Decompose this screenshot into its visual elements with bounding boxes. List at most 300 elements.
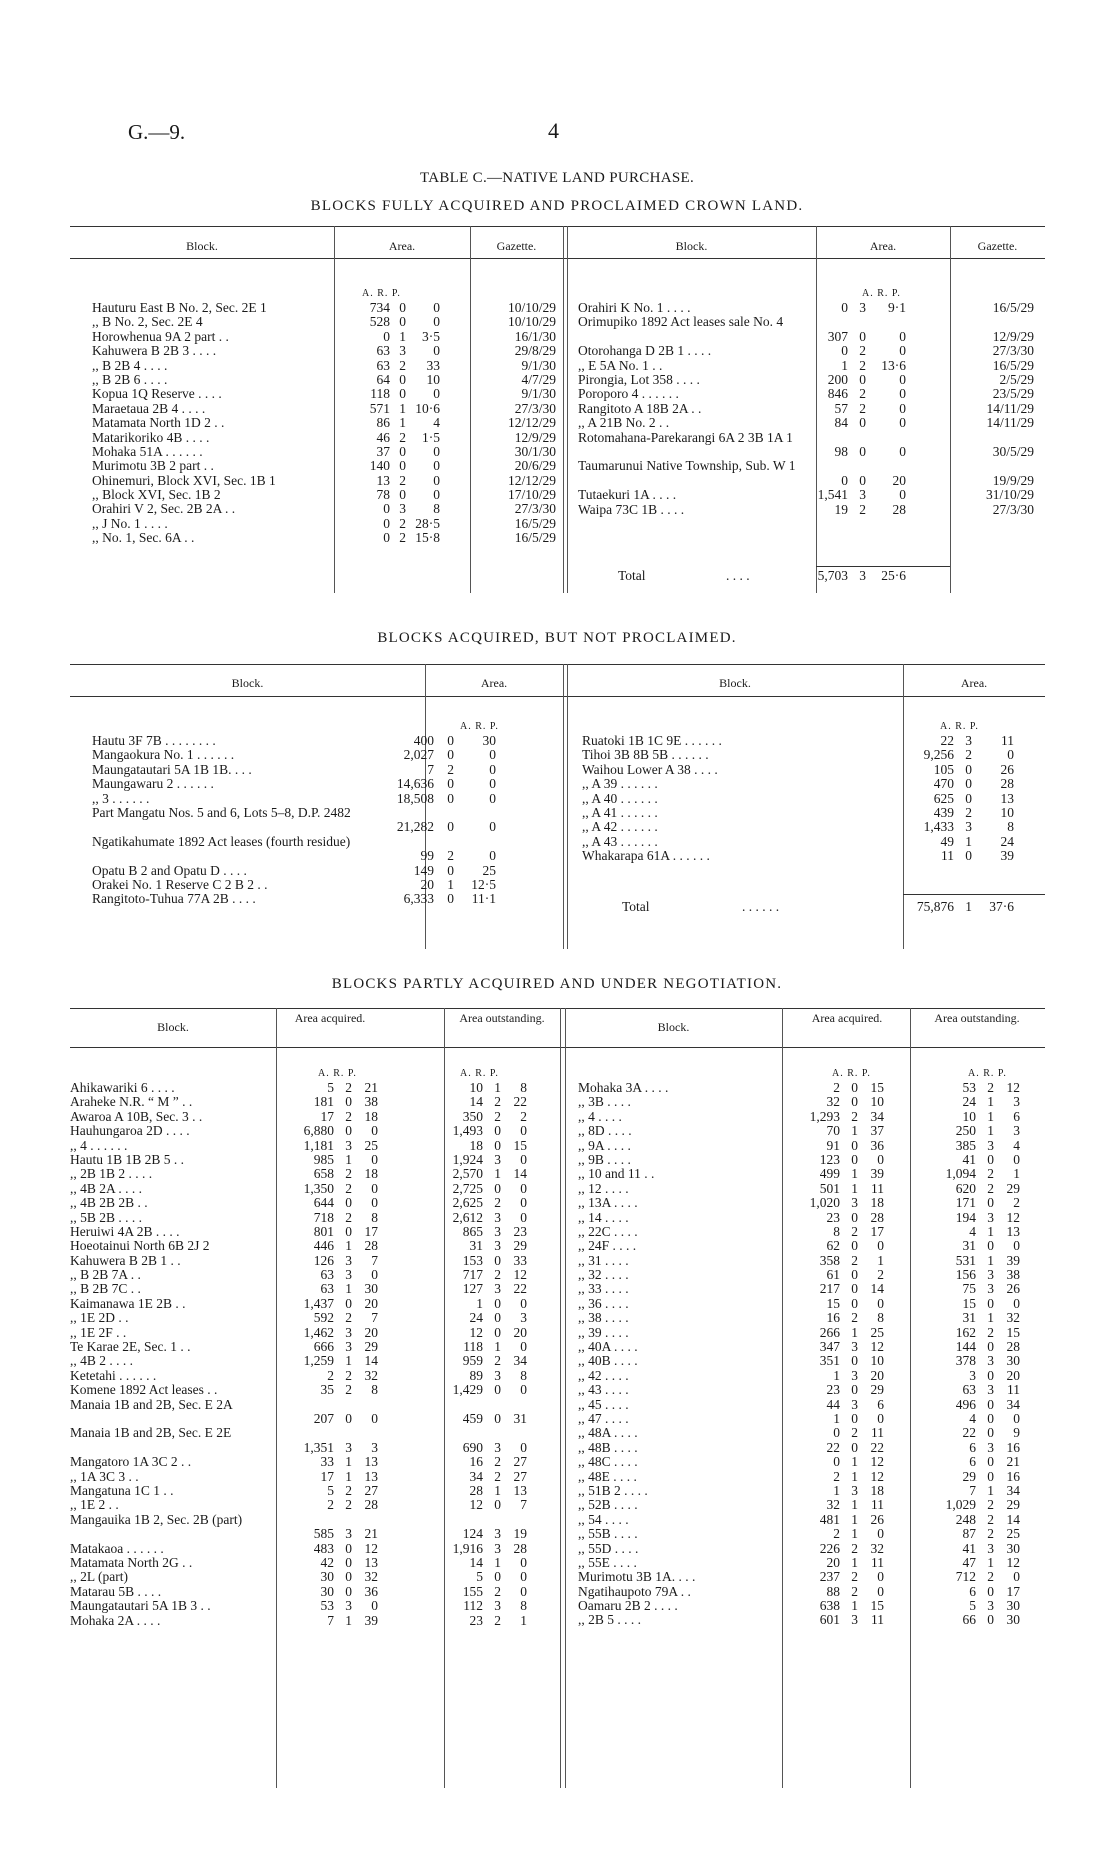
- cell-or: 2: [987, 1526, 994, 1542]
- cell-r: 0: [345, 1554, 352, 1570]
- block-name: Mangauika 1B 2, Sec. 2B (part): [70, 1511, 243, 1527]
- cell-a: 140: [369, 458, 390, 474]
- cell-oa: 2,625: [452, 1195, 483, 1211]
- cell-or: 0: [987, 1468, 994, 1484]
- block-name: Opatu B 2 and Opatu D . . . .: [92, 862, 247, 878]
- block-name: Mohaka 3A . . . .: [578, 1080, 669, 1095]
- cell-g: 2/5/29: [999, 371, 1034, 387]
- cell-p: 0: [877, 1295, 884, 1311]
- cell-oa: 144: [955, 1339, 976, 1355]
- cell-a: 64: [376, 371, 390, 387]
- cell-p: 26: [1000, 761, 1014, 777]
- cell-a: 1,350: [303, 1180, 334, 1196]
- block-name: ,, 4B 2B 2B . .: [70, 1195, 148, 1211]
- block-name: Mangatoro 1A 3C 2 . .: [70, 1454, 192, 1470]
- cell-op: 20: [513, 1324, 527, 1340]
- cell-p: 0: [489, 848, 496, 864]
- cell-op: 12: [1006, 1554, 1020, 1570]
- cell-r: 0: [345, 1094, 352, 1110]
- cell-or: 3: [494, 1367, 501, 1383]
- table-row: [70, 1124, 560, 1138]
- cell-or: 3: [987, 1439, 994, 1455]
- cell-a: 18,508: [396, 790, 434, 806]
- s2-total-rule: [903, 894, 1045, 895]
- cell-a: 33: [320, 1454, 334, 1470]
- cell-a: 22: [940, 733, 954, 748]
- cell-p: 0: [371, 1123, 378, 1139]
- cell-r: 3: [965, 733, 972, 748]
- table-row: [578, 373, 1038, 387]
- block-name: Mohaka 2A . . . .: [70, 1612, 161, 1628]
- cell-p: 11·1: [471, 891, 496, 907]
- cell-oa: 31: [469, 1238, 483, 1254]
- cell-p: 8: [433, 501, 440, 517]
- cell-oa: 127: [462, 1281, 483, 1297]
- cell-r: 3: [859, 300, 866, 315]
- cell-op: 27: [513, 1454, 527, 1470]
- s3-col-outstanding: Area outstanding.: [459, 1011, 545, 1025]
- cell-or: 3: [987, 1137, 994, 1153]
- block-name: ,, 9A . . . .: [578, 1137, 631, 1153]
- block-name: Kahuwera B 2B 3 . . . .: [92, 343, 217, 359]
- cell-oa: 16: [469, 1454, 483, 1470]
- cell-r: 2: [345, 1080, 352, 1095]
- cell-oa: 155: [462, 1583, 483, 1599]
- cell-or: 2: [494, 1195, 501, 1211]
- table-row: [92, 416, 562, 430]
- cell-or: 3: [494, 1439, 501, 1455]
- table-row: [578, 431, 1038, 460]
- cell-op: 22: [513, 1281, 527, 1297]
- cell-g: 19/9/29: [992, 472, 1034, 488]
- cell-oa: 66: [962, 1612, 976, 1628]
- table-row: [92, 892, 562, 906]
- cell-r: 3: [851, 1396, 858, 1412]
- cell-a: 347: [819, 1339, 840, 1355]
- cell-a: 1,437: [303, 1295, 334, 1311]
- block-name: ,, 13A . . . .: [578, 1195, 638, 1211]
- cell-r: 1: [851, 1180, 858, 1196]
- block-name: Maungawaru 2 . . . . . .: [92, 776, 214, 792]
- cell-oa: 14: [469, 1094, 483, 1110]
- cell-op: 39: [1006, 1252, 1020, 1268]
- cell-oa: 2,612: [452, 1209, 483, 1225]
- table-row: [70, 1153, 560, 1167]
- cell-op: 0: [520, 1583, 527, 1599]
- cell-op: 38: [1006, 1267, 1020, 1283]
- section3-top-rule: [70, 1008, 1045, 1009]
- cell-oa: 162: [955, 1324, 976, 1340]
- cell-oa: 6: [969, 1454, 976, 1470]
- cell-a: 123: [819, 1151, 840, 1167]
- table-row: [70, 1196, 560, 1210]
- table-row: [92, 474, 562, 488]
- cell-g: 30/5/29: [992, 443, 1034, 459]
- cell-op: 23: [513, 1223, 527, 1239]
- cell-p: 36: [364, 1583, 378, 1599]
- cell-a: 70: [826, 1123, 840, 1139]
- cell-p: 1·5: [422, 429, 440, 445]
- cell-or: 1: [494, 1080, 501, 1095]
- table-row: [70, 1498, 560, 1512]
- table-row: [70, 1182, 560, 1196]
- block-name: ,, 48B . . . .: [578, 1439, 638, 1455]
- cell-op: 0: [1013, 1410, 1020, 1426]
- block-name: Maungatautari 5A 1B 1B. . . .: [92, 761, 252, 777]
- cell-p: 30: [364, 1281, 378, 1297]
- table-row: [578, 1110, 1048, 1124]
- block-name: ,, 48E . . . .: [578, 1468, 637, 1484]
- cell-oa: 12: [469, 1324, 483, 1340]
- s1-total-dots: . . . .: [726, 568, 750, 583]
- table-row: [70, 1095, 560, 1109]
- cell-r: 0: [851, 1094, 858, 1110]
- cell-oa: 75: [962, 1281, 976, 1297]
- cell-r: 0: [345, 1195, 352, 1211]
- cell-p: 28: [870, 1209, 884, 1225]
- block-name: ,, B 2B 4 . . . .: [92, 357, 168, 373]
- block-name: ,, 22C . . . .: [578, 1223, 638, 1239]
- s1-right-rows: [578, 301, 1038, 517]
- cell-or: 1: [987, 1094, 994, 1110]
- s2-left-rows: [92, 734, 562, 907]
- block-name: ,, 2B 5 . . . .: [578, 1612, 642, 1628]
- block-name: Matarikoriko 4B . . . .: [92, 429, 210, 445]
- cell-p: 15: [870, 1598, 884, 1614]
- block-name: ,, A 21B No. 2 . .: [578, 415, 670, 431]
- cell-p: 10: [870, 1094, 884, 1110]
- cell-a: 181: [313, 1094, 334, 1110]
- cell-or: 0: [987, 1195, 994, 1211]
- block-name: ,, 9B . . . .: [578, 1151, 631, 1167]
- cell-r: 0: [345, 1223, 352, 1239]
- cell-p: 0: [489, 761, 496, 777]
- cell-or: 0: [987, 1410, 994, 1426]
- block-name: ,, 1A 3C 3 . .: [70, 1468, 139, 1484]
- cell-oa: 87: [962, 1526, 976, 1542]
- cell-r: 0: [851, 1382, 858, 1398]
- table-row: [578, 1484, 1048, 1498]
- cell-or: 2: [494, 1108, 501, 1124]
- s1-col-block: Block.: [186, 239, 218, 253]
- cell-p: 0: [899, 487, 906, 503]
- cell-r: 0: [345, 1410, 352, 1426]
- cell-or: 3: [494, 1540, 501, 1556]
- cell-r: 0: [345, 1123, 352, 1139]
- cell-p: 13: [364, 1468, 378, 1484]
- s2-units-left: A. R. P.: [460, 721, 499, 732]
- cell-r: 2: [345, 1482, 352, 1498]
- s1-total-row: [578, 569, 1038, 583]
- cell-r: 1: [345, 1454, 352, 1470]
- cell-p: 8: [371, 1209, 378, 1225]
- cell-or: 0: [494, 1137, 501, 1153]
- cell-a: 470: [933, 776, 954, 792]
- cell-op: 9: [1013, 1425, 1020, 1441]
- cell-a: 37: [376, 443, 390, 459]
- cell-r: 0: [859, 472, 866, 488]
- cell-op: 30: [1006, 1540, 1020, 1556]
- block-name: Orahiri K No. 1 . . . .: [578, 300, 691, 315]
- cell-oa: 1,493: [452, 1123, 483, 1139]
- cell-a: 105: [933, 761, 954, 777]
- cell-r: 0: [851, 1151, 858, 1167]
- cell-p: 7: [371, 1310, 378, 1326]
- s1-col-area: Area.: [388, 239, 416, 253]
- cell-p: 10·6: [415, 400, 440, 416]
- cell-p: 0: [433, 472, 440, 488]
- s1-col-gazette: Gazette.: [496, 239, 537, 253]
- cell-a: 207: [313, 1410, 334, 1426]
- block-name: ,, 14 . . . .: [578, 1209, 629, 1225]
- cell-r: 1: [851, 1497, 858, 1513]
- cell-op: 0: [520, 1180, 527, 1196]
- cell-r: 2: [345, 1108, 352, 1124]
- table-row: [578, 1139, 1048, 1153]
- cell-r: 2: [447, 848, 454, 864]
- cell-p: 0: [433, 314, 440, 330]
- cell-or: 3: [987, 1540, 994, 1556]
- block-name: ,, 8D . . . .: [578, 1123, 632, 1139]
- cell-op: 3: [520, 1310, 527, 1326]
- cell-or: 3: [494, 1598, 501, 1614]
- cell-oa: 194: [955, 1209, 976, 1225]
- section3-title: BLOCKS PARTLY ACQUIRED AND UNDER NEGOTIATION.: [331, 976, 783, 992]
- cell-g: 12/12/29: [507, 415, 556, 431]
- block-name: Whakarapa 61A . . . . . .: [582, 848, 710, 864]
- cell-g: 16/5/29: [992, 300, 1034, 315]
- cell-p: 13: [1000, 790, 1014, 806]
- cell-p: 0: [433, 386, 440, 402]
- cell-oa: 41: [962, 1151, 976, 1167]
- cell-op: 33: [513, 1252, 527, 1268]
- cell-op: 21: [1006, 1454, 1020, 1470]
- cell-a: 2: [833, 1526, 840, 1542]
- cell-r: 0: [859, 415, 866, 431]
- cell-p: 0: [877, 1151, 884, 1167]
- table-row: [70, 1369, 560, 1383]
- table-row: [92, 402, 562, 416]
- cell-oa: 1,429: [452, 1382, 483, 1398]
- table-row: [578, 1095, 1048, 1109]
- cell-a: 63: [376, 357, 390, 373]
- cell-r: 1: [851, 1511, 858, 1527]
- block-name: Horowhenua 9A 2 part . .: [92, 328, 229, 344]
- cell-r: 2: [345, 1209, 352, 1225]
- cell-p: 14: [870, 1281, 884, 1297]
- cell-g: 16/5/29: [514, 515, 556, 531]
- block-name: ,, A 40 . . . . . .: [582, 790, 658, 806]
- cell-p: 6: [877, 1396, 884, 1412]
- cell-or: 0: [987, 1396, 994, 1412]
- cell-a: 571: [369, 400, 390, 416]
- cell-or: 3: [494, 1526, 501, 1542]
- cell-r: 0: [965, 776, 972, 792]
- cell-a: 358: [819, 1252, 840, 1268]
- cell-op: 34: [513, 1353, 527, 1369]
- cell-oa: 89: [469, 1367, 483, 1383]
- cell-a: 528: [369, 314, 390, 330]
- table-row: [70, 1426, 560, 1455]
- cell-or: 3: [987, 1281, 994, 1297]
- table-row: [578, 1182, 1048, 1196]
- cell-r: 0: [447, 776, 454, 792]
- cell-r: 0: [345, 1295, 352, 1311]
- cell-oa: 112: [463, 1598, 483, 1614]
- cell-r: 0: [399, 300, 406, 315]
- cell-r: 1: [851, 1554, 858, 1570]
- table-row: [578, 1398, 1048, 1412]
- cell-op: 16: [1006, 1468, 1020, 1484]
- cell-p: 17: [870, 1223, 884, 1239]
- table-row: [578, 1340, 1048, 1354]
- cell-oa: 171: [955, 1195, 976, 1211]
- cell-p: 8: [1007, 819, 1014, 835]
- s2-divider: [567, 664, 568, 949]
- cell-op: 31: [513, 1410, 527, 1426]
- cell-p: 20: [870, 1367, 884, 1383]
- cell-p: 0: [899, 328, 906, 344]
- cell-p: 0: [371, 1151, 378, 1167]
- s1-divider: [563, 226, 564, 593]
- cell-g: 12/9/29: [514, 429, 556, 445]
- cell-p: 12·5: [471, 876, 496, 892]
- cell-oa: 459: [462, 1410, 483, 1426]
- table-row: [70, 1254, 560, 1268]
- cell-p: 38: [364, 1094, 378, 1110]
- table-row: [578, 301, 1038, 315]
- cell-or: 2: [987, 1497, 994, 1513]
- table-row: [578, 344, 1038, 358]
- cell-p: 17: [364, 1223, 378, 1239]
- cell-r: 1: [965, 833, 972, 849]
- cell-p: 12: [870, 1468, 884, 1484]
- cell-a: 1,181: [303, 1137, 334, 1153]
- cell-p: 20: [364, 1295, 378, 1311]
- block-name: Ahikawariki 6 . . . .: [70, 1080, 175, 1095]
- cell-oa: 6: [969, 1583, 976, 1599]
- s2-units-right: A. R. P.: [940, 721, 979, 732]
- block-name: ,, B 2B 6 . . . .: [92, 371, 168, 387]
- cell-op: 1: [1013, 1166, 1020, 1182]
- cell-p: 29: [870, 1382, 884, 1398]
- cell-oa: 1,029: [945, 1497, 976, 1513]
- block-name: Manaia 1B and 2B, Sec. E 2A: [70, 1396, 233, 1412]
- cell-r: 2: [859, 501, 866, 517]
- cell-a: 585: [313, 1526, 334, 1542]
- cell-r: 0: [859, 443, 866, 459]
- table-row: [92, 315, 562, 329]
- cell-a: 226: [819, 1540, 840, 1556]
- cell-a: 22: [826, 1439, 840, 1455]
- cell-p: 10: [870, 1353, 884, 1369]
- cell-op: 12: [1006, 1209, 1020, 1225]
- cell-r: 3: [345, 1252, 352, 1268]
- cell-p: 1: [877, 1252, 884, 1268]
- s1-total-label: Total: [618, 568, 646, 583]
- cell-oa: 1,094: [945, 1166, 976, 1182]
- cell-op: 8: [520, 1598, 527, 1614]
- cell-p: 18: [870, 1482, 884, 1498]
- cell-op: 29: [1006, 1180, 1020, 1196]
- cell-oa: 24: [962, 1094, 976, 1110]
- cell-p: 20: [892, 472, 906, 488]
- cell-op: 34: [1006, 1396, 1020, 1412]
- cell-g: 23/5/29: [992, 386, 1034, 402]
- cell-a: 98: [834, 443, 848, 459]
- cell-p: 10: [1000, 804, 1014, 820]
- cell-p: 0: [899, 415, 906, 431]
- cell-p: 39: [364, 1612, 378, 1628]
- cell-p: 0: [877, 1410, 884, 1426]
- cell-a: 86: [376, 415, 390, 431]
- cell-a: 7: [327, 1612, 334, 1628]
- table-row: [92, 878, 562, 892]
- block-name: ,, 55E . . . .: [578, 1554, 637, 1570]
- cell-r: 2: [851, 1569, 858, 1585]
- table-row: [582, 806, 1042, 820]
- table-row: [92, 344, 562, 358]
- table-row: [70, 1354, 560, 1368]
- block-name: Part Mangatu Nos. 5 and 6, Lots 5–8, D.P. 2482: [92, 804, 351, 820]
- table-row: [578, 1556, 1048, 1570]
- cell-or: 0: [494, 1497, 501, 1513]
- cell-g: 31/10/29: [985, 487, 1034, 503]
- cell-p: 11: [871, 1554, 884, 1570]
- cell-a: 63: [320, 1267, 334, 1283]
- cell-p: 12: [364, 1540, 378, 1556]
- cell-op: 13: [1006, 1223, 1020, 1239]
- cell-a: 237: [819, 1569, 840, 1585]
- cell-or: 3: [987, 1598, 994, 1614]
- cell-a: 592: [313, 1310, 334, 1326]
- s3-col-block: Block.: [157, 1020, 189, 1034]
- cell-g: 16/1/30: [514, 328, 556, 344]
- cell-op: 0: [1013, 1295, 1020, 1311]
- block-name: ,, 40A . . . .: [578, 1339, 638, 1355]
- block-name: ,, A 42 . . . . . .: [582, 819, 658, 835]
- cell-op: 2: [1013, 1195, 1020, 1211]
- s1-divider: [567, 226, 568, 593]
- cell-a: 17: [320, 1108, 334, 1124]
- cell-r: 0: [447, 747, 454, 763]
- table-row: [92, 864, 562, 878]
- cell-a: 734: [369, 300, 390, 315]
- table-row: [582, 763, 1042, 777]
- block-name: Matamata North 1D 2 . .: [92, 415, 225, 431]
- cell-oa: 865: [462, 1223, 483, 1239]
- cell-a: 658: [313, 1166, 334, 1182]
- cell-g: 12/12/29: [507, 472, 556, 488]
- cell-r: 0: [851, 1353, 858, 1369]
- cell-r: 1: [851, 1454, 858, 1470]
- cell-a: 400: [413, 733, 434, 748]
- cell-or: 1: [987, 1310, 994, 1326]
- cell-r: 1: [399, 328, 406, 344]
- table-row: [70, 1484, 560, 1498]
- cell-a: 1,020: [809, 1195, 840, 1211]
- cell-a: 99: [420, 848, 434, 864]
- block-name: Mangatuna 1C 1 . .: [70, 1482, 174, 1498]
- s1-col-block-right: Block.: [675, 239, 708, 253]
- cell-op: 0: [520, 1151, 527, 1167]
- cell-a: 0: [841, 343, 848, 359]
- cell-r: 0: [447, 862, 454, 878]
- cell-or: 0: [987, 1295, 994, 1311]
- table-row: [70, 1599, 560, 1613]
- block-name: ,, 10 and 11 . .: [578, 1166, 655, 1182]
- block-name: ,, 38 . . . .: [578, 1310, 629, 1326]
